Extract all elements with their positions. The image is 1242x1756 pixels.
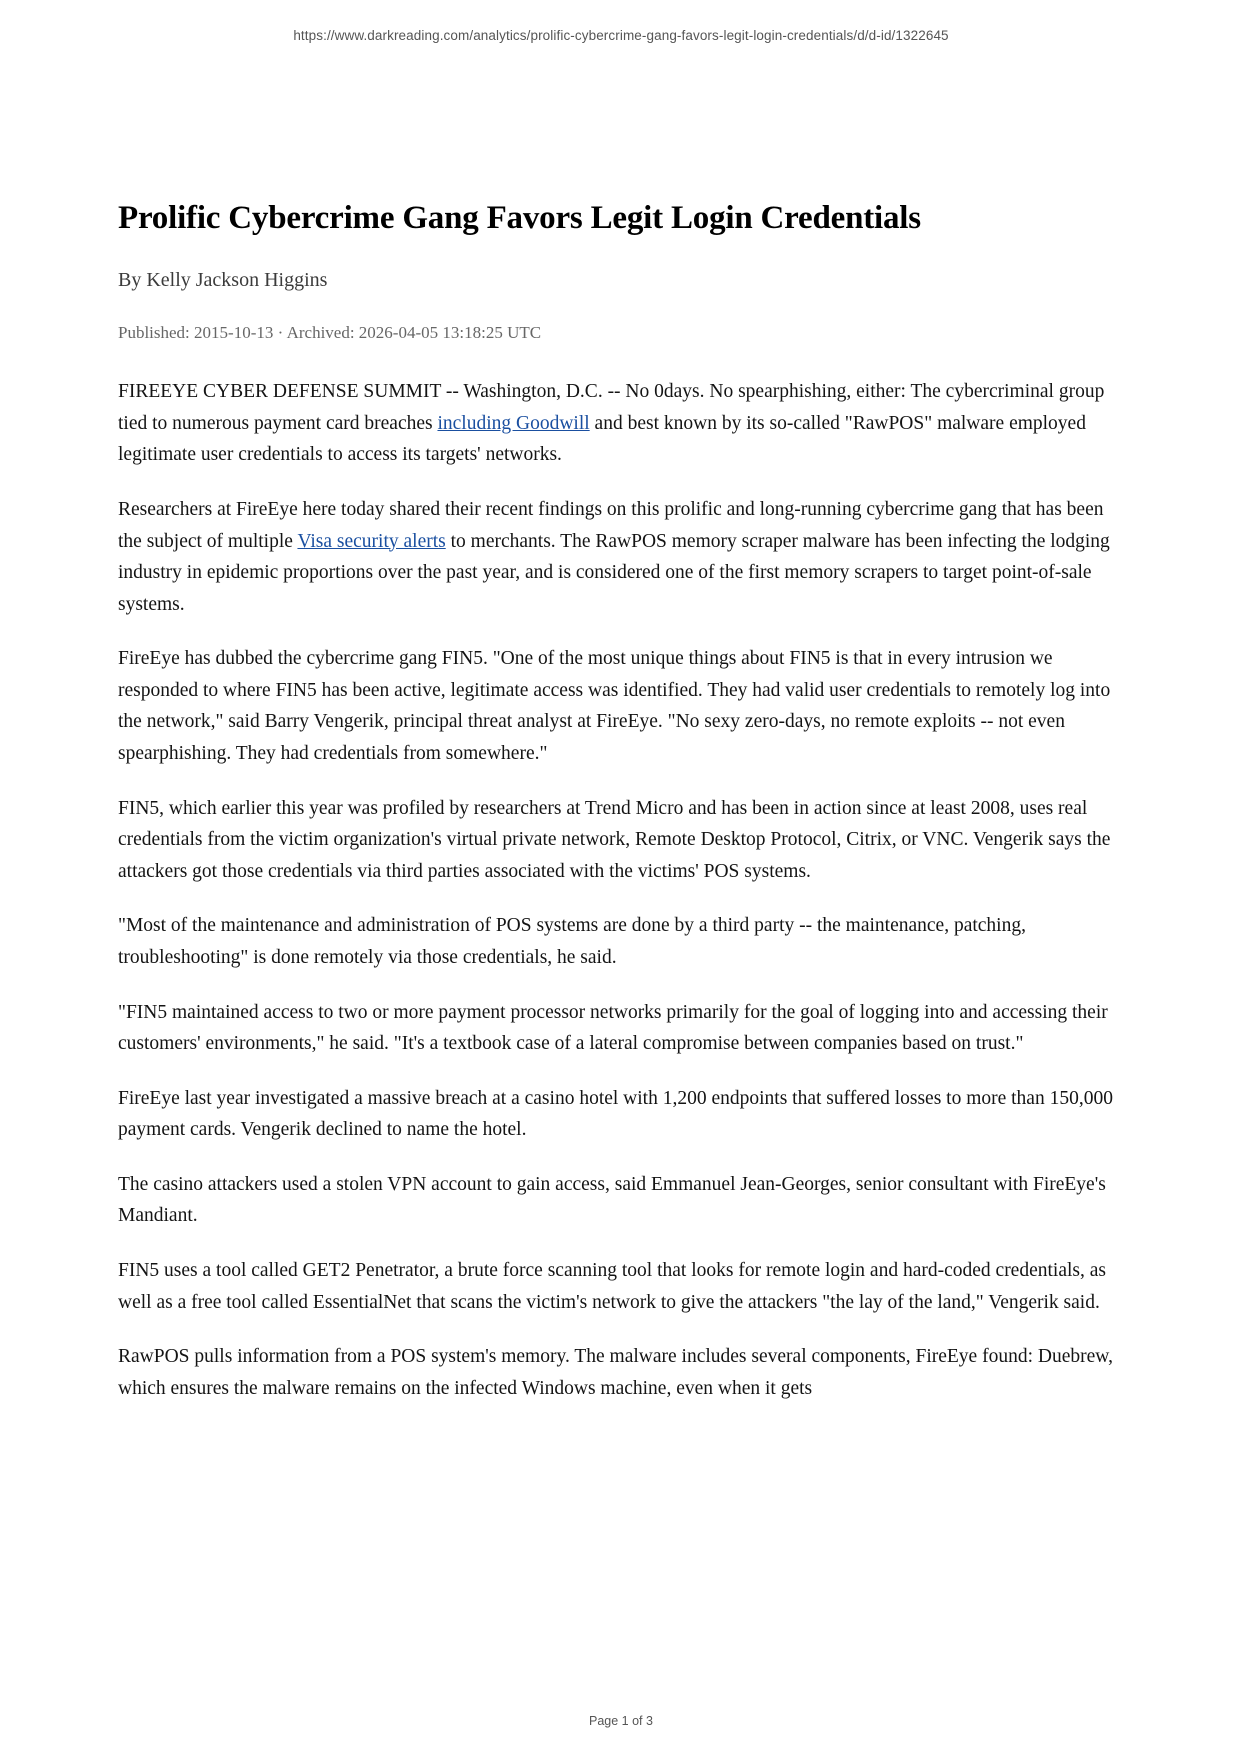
paragraph-text: FireEye has dubbed the cybercrime gang FIN5. "One of the most unique things about FIN5 is that in every intrusion we responded to where FIN5 has been active, legitimate access was identified. They had valid user credentials to remotely log into the network," said Barry Vengerik, principal threat analyst at FireEye. "No sexy zero-days, no remote exploits -- not even spearphishing. They had credentials from somewhere." — [118, 648, 1111, 765]
source-url: https://www.darkreading.com/analytics/prolific-cybercrime-gang-favors-legit-login-credentials/d/d-id/1322645 — [293, 28, 949, 43]
paragraph-text: FireEye last year investigated a massive breach at a casino hotel with 1,200 endpoints that suffered losses to more than 150,000 payment cards. Vengerik declined to name the hotel. — [118, 1087, 1113, 1141]
paragraph-text: FIN5 uses a tool called GET2 Penetrator, a brute force scanning tool that looks for remote login and hard-coded credentials, as well as a free tool called EssentialNet that scans the victim's network to give the attackers "the lay of the land," Vengerik said. — [118, 1259, 1106, 1313]
inline-link[interactable]: including Goodwill — [437, 412, 590, 434]
author-byline: By Kelly Jackson Higgins — [118, 269, 328, 292]
article-paragraph — [118, 643, 1124, 769]
paragraph-text: RawPOS pulls information from a POS system's memory. The malware includes several components, FireEye found: Duebrew, which ensures the malware remains on the infected Windows machine, even when it gets — [118, 1346, 1113, 1399]
paragraph-text: FIN5, which earlier this year was profiled by researchers at Trend Micro and has been in action since at least 2008, uses real credentials from the victim organization's virtual private network, Remote Desktop Protocol, Citrix, or VNC. Vengerik says the attackers got those credentials via third parties associated with the victims' POS systems. — [118, 797, 1111, 882]
paragraph-text: Researchers at FireEye here today shared their recent findings on this prolific and long-running cybercrime gang that has been the subject of multiple — [118, 498, 1104, 552]
paragraph-text: FIREEYE CYBER DEFENSE SUMMIT -- Washington, D.C. -- No 0days. No spearphishing, either: The cybercriminal group tied to numerous payment card breaches — [118, 381, 1105, 434]
paragraph-text: to merchants. The RawPOS memory scraper malware has been infecting the lodging industry in epidemic proportions over the past year, and is considered one of the first memory scrapers to target point-of-sale systems. — [118, 530, 1110, 615]
paragraph-text: and best known by its so-called "RawPOS" malware employed legitimate user credentials to access its targets' networks. — [118, 412, 1086, 466]
page-title: Prolific Cybercrime Gang Favors Legit Login Credentials — [118, 200, 921, 236]
inline-link[interactable]: Visa security alerts — [297, 530, 446, 552]
article-paragraph — [118, 376, 1124, 471]
article-paragraph — [118, 1169, 1124, 1232]
article-paragraph — [118, 1255, 1124, 1318]
paragraph-text: The casino attackers used a stolen VPN account to gain access, said Emmanuel Jean-Georges, senior consultant with FireEye's Mandiant. — [118, 1173, 1106, 1227]
article-paragraph — [118, 1341, 1124, 1404]
article-paragraph — [118, 494, 1124, 620]
paragraph-list — [118, 376, 1124, 1404]
article-paragraph — [118, 997, 1124, 1060]
publication-info: Published: 2015-10-13 · Archived: 2026-04-05 13:18:25 UTC — [118, 323, 542, 343]
article-paragraph — [118, 793, 1124, 888]
paragraph-text: "FIN5 maintained access to two or more payment processor networks primarily for the goal of logging into and accessing their customers' environments," he said. "It's a textbook case of a lateral compromise between companies based on trust." — [118, 1001, 1108, 1055]
article-paragraph — [118, 1083, 1124, 1146]
page-footer: Page 1 of 3 — [589, 1714, 653, 1728]
article-paragraph — [118, 910, 1124, 973]
paragraph-text: "Most of the maintenance and administration of POS systems are done by a third party -- the maintenance, patching, troubleshooting" is done remotely via those credentials, he said. — [118, 915, 1026, 968]
article-body — [118, 198, 1124, 1404]
